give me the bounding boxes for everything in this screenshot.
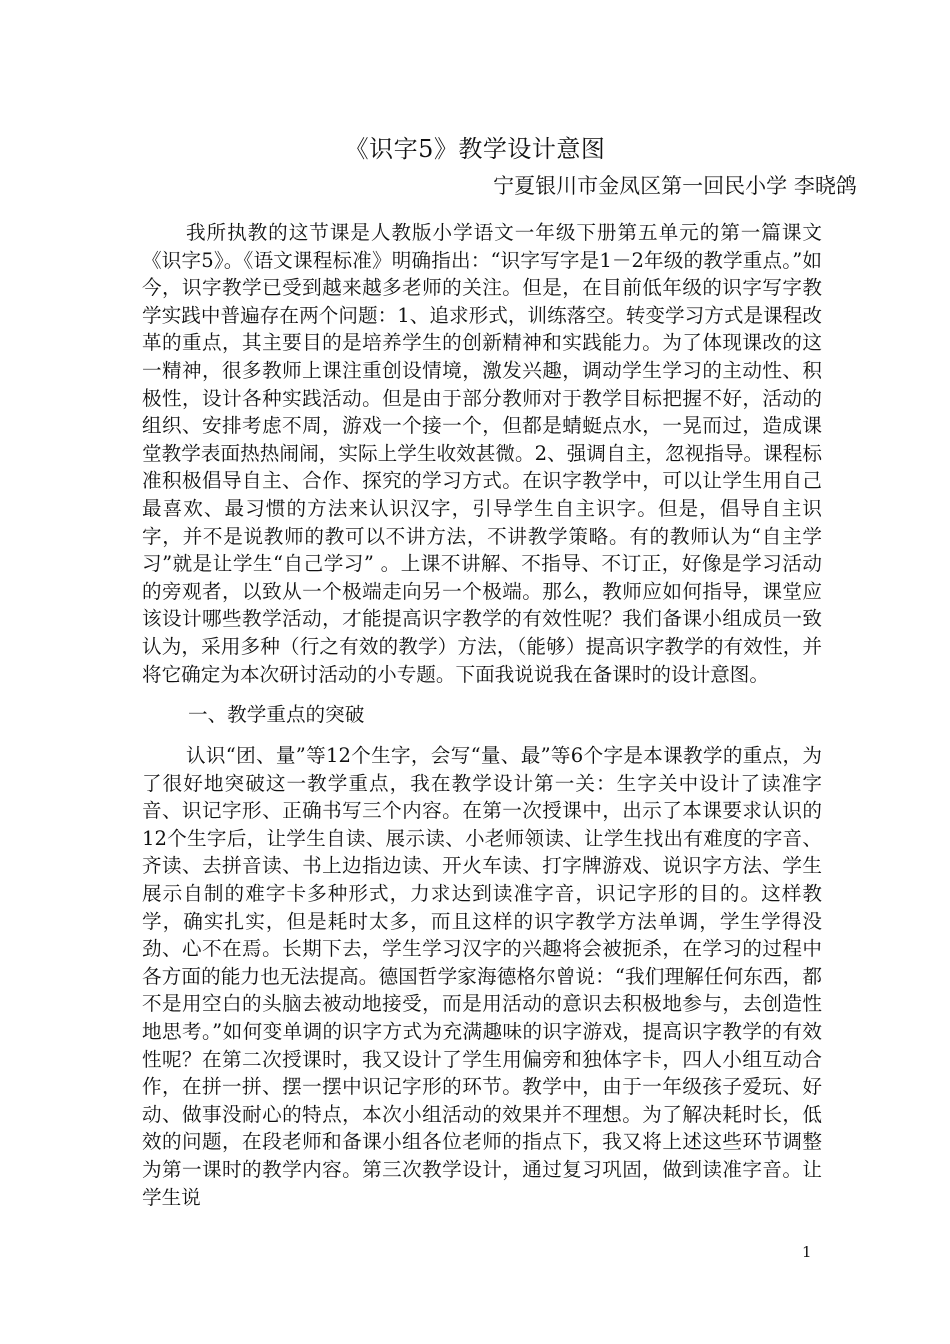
author-line-wrap <box>0 171 950 201</box>
document-title: 《识字5》教学设计意图 <box>344 135 606 163</box>
body-paragraph-1: 我所执教的这节课是人教版小学语文一年级下册第五单元的第一篇课文《识字5》。《语文课程标准》明确指出：“识字写字是1－2年级的教学重点。”如今，识字教学已受到越来越多老师的关注。但是，在目前低年级的识字写字教学实践中普遍存在两个问题：1、追求形式，训练落空。转变学习方式是课程改革的重点，其主要目的是培养学生的创新精神和实践能力。为了体现课改的这一精神，很多教师上课注重创设情境，激发兴趣，调动学生学习的主动性、积极性，设计各种实践活动。但是由于部分教师对于教学目标把握不好，活动的组织、安排考虑不周，游戏一个接一个，但都是蜻蜓点水，一晃而过，造成课堂教学表面热热闹闹，实际上学生收效甚微。2、强调自主，忽视指导。课程标准积极倡导自主、合作、探究的学习方式。在识字教学中，可以让学生用自己最喜欢、最习惯的方法来认识汉字，引导学生自主识字。但是，倡导自主识字，并不是说教师的教可以不讲方法，不讲教学策略。有的教师认为“自主学习”就是让学生“自己学习” 。上课不讲解、不指导、不订正，好像是学习活动的旁观者，以致从一个极端走向另一个极端。那么，教师应如何指导，课堂应该设计哪些教学活动，才能提高识字教学的有效性呢？我们备课小组成员一致认为，采用多种（行之有效的教学）方法，（能够）提高识字教学的有效性，并将它确定为本次研讨活动的小专题。下面我说说我在备课时的设计意图。 <box>142 221 822 686</box>
body-paragraph-2: 认识“团、量”等12个生字，会写“量、最”等6个字是本课教学的重点，为了很好地突破这一教学重点，我在教学设计第一关：生字关中设计了读准字音、识记字形、正确书写三个内容。在第一次授课中，出示了本课要求认识的12个生字后，让学生自读、展示读、小老师领读、让学生找出有难度的字音、齐读、去拼音读、书上边指边读、开火车读、打字牌游戏、说识字方法、学生展示自制的难字卡多种形式，力求达到读准字音，识记字形的目的。这样教学，确实扎实，但是耗时太多，而且这样的识字教学方法单调，学生学得没劲、心不在焉。长期下去，学生学习汉字的兴趣将会被扼杀，在学习的过程中各方面的能力也无法提高。德国哲学家海德格尔曾说：“我们理解任何东西，都不是用空白的头脑去被动地接受，而是用活动的意识去积极地参与，去创造性地思考。”如何变单调的识字方式为充满趣味的识字游戏，提高识字教学的有效性呢？在第二次授课时，我又设计了学生用偏旁和独体字卡，四人小组互动合作，在拼一拼、摆一摆中识记字形的环节。教学中，由于一年级孩子爱玩、好动、做事没耐心的特点，本次小组活动的效果并不理想。为了解决耗时长，低效的问题，在段老师和备课小组各位老师的指点下，我又将上述这些环节调整为第一课时的教学内容。第三次教学设计，通过复习巩固，做到读准字音。让学生说 <box>142 744 822 1209</box>
page-number: 1 <box>802 1243 812 1261</box>
author-line: 宁夏银川市金凤区第一回民小学 李晓鸽 <box>493 174 857 198</box>
section-heading: 一、教学重点的突破 <box>188 703 365 726</box>
